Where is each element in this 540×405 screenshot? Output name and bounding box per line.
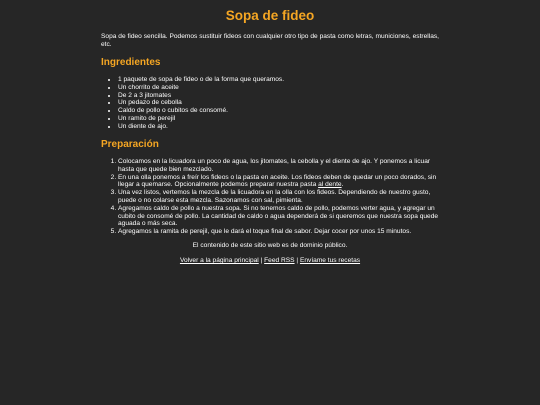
al-dente-emphasis: al dente — [318, 181, 342, 189]
step-item — [118, 174, 439, 190]
step-text: Agregamos caldo de pollo a nuestra sopa. Si no tenemos caldo de pollo, podemos verter agua, y agregar un cubito de consomé de pollo. La cantidad de caldo o agua dependerá de si queremos que nuestra sopa quede aguada o más seca. — [118, 204, 439, 228]
step-item — [118, 158, 439, 174]
link-separator: | — [258, 257, 265, 264]
footer-links — [101, 257, 439, 265]
step-text: Una vez listos, vertemos la mezcla de la licuadora en la olla con los fideos. Dependiendo de nuestro gusto, puede o no colarse esta mezcla. Sazonamos con sal, pimienta. — [118, 189, 431, 204]
home-link[interactable]: Volver a la página principal — [179, 257, 259, 264]
step-item — [118, 189, 439, 205]
list-item: • De 2 a 3 jitomates — [118, 92, 439, 100]
list-item: • Caldo de pollo o cubitos de consomé. — [118, 107, 439, 115]
ingredients-heading: Ingredientes — [101, 57, 161, 68]
submit-recipes-link[interactable]: Envíame tus recetas — [299, 257, 361, 264]
step-text: Agregamos la ramita de perejil, que le dará el toque final de sabor. Dejar cocer por unos 15 minutos. — [118, 228, 412, 236]
list-item: • Un pedazo de cebolla — [118, 99, 439, 107]
recipe-intro: Sopa de fideo sencilla. Podemos sustituir fideos con cualquier otro tipo de pasta como letras, municiones, estrellas, etc. — [101, 33, 439, 48]
link-separator: | — [294, 257, 300, 264]
step-item — [118, 228, 439, 236]
step-text: En una olla ponemos a freír los fideos o la pasta en aceite. Los fideos deben de quedar un poco dorados, sin llegar a quemarse. Opcionalmente podemos preparar nuestra pasta — [118, 173, 437, 189]
ingredients-list — [101, 76, 439, 131]
step-text: Colocamos en la licuadora un poco de agua, los jitomates, la cebolla y el diente de ajo. Y ponemos a licuar hasta que quede bien mezclado. — [118, 158, 431, 173]
rss-feed-link[interactable]: Feed RSS — [264, 257, 295, 264]
list-item: • Un chorrito de aceite — [118, 84, 439, 92]
step-item — [118, 205, 439, 228]
page-title: Sopa de fideo — [225, 8, 315, 23]
preparation-steps — [101, 158, 439, 236]
list-item: • Un ramito de perejil — [118, 115, 439, 123]
preparation-heading: Preparación — [101, 139, 159, 150]
public-domain-note: El contenido de este sitio web es de dominio público. — [192, 242, 348, 249]
list-item: • 1 paquete de sopa de fideo o de la forma que queramos. — [118, 76, 439, 84]
list-item: • Un diente de ajo. — [118, 123, 439, 131]
step-text-end: . — [341, 181, 344, 189]
